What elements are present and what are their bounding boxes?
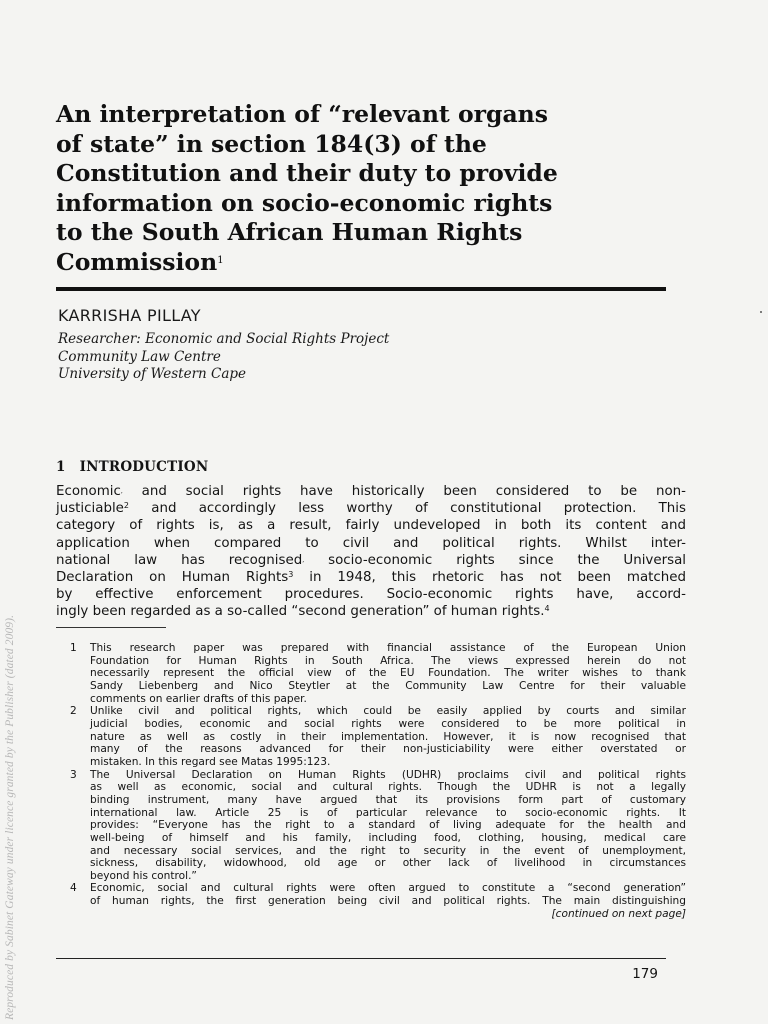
affiliation-line: Community Law Centre (58, 348, 221, 365)
paragraph-line (56, 500, 686, 517)
title-line: Constitution and their duty to provide (56, 159, 558, 187)
paragraph-line: by effective enforcement procedures. Socio-economic rights have, accord- (56, 587, 686, 603)
footnote-line: Foundation for Human Rights in South Africa. The views expressed herein do not (90, 654, 686, 667)
footnote-line: well-being of himself and his family, including food, clothing, housing, medical care (90, 831, 686, 844)
footnote-ref-3[interactable]: 3 (288, 570, 294, 580)
footnotes (56, 642, 686, 920)
author-affiliation (58, 331, 389, 384)
footnote-line: sickness, disability, widowhood, old age or other lack of livelihood in circumstances (90, 857, 686, 870)
footnote-line: Economic, social and cultural rights were often argued to constitute a “second generation” (90, 882, 686, 895)
section-number: 1 (56, 459, 66, 475)
footnote-line: and necessary social services, and the right to security in the event of unemployment, (90, 844, 686, 857)
affiliation-line: Researcher: Economic and Social Rights Project (58, 331, 390, 347)
text-run: Declaration on Human Rights (56, 570, 289, 586)
section-title: INTRODUCTION (79, 459, 209, 475)
footnote-number: 2 (70, 705, 77, 718)
footnote-number: 3 (70, 768, 77, 781)
footnote-line: of human rights, the first generation being civil and political rights. The main distinguishing (90, 895, 686, 908)
text-run: and social rights have historically been considered to be non- (122, 484, 686, 499)
paragraph-line (56, 569, 686, 586)
text-run: socio-economic rights since the Universal (304, 552, 686, 568)
footnote-line: Sandy Liebenberg and Nico Steytler at the Community Law Centre for their valuable (90, 679, 686, 692)
continued-note: [continued on next page] (551, 907, 686, 920)
text-run: and accordingly less worthy of constitutional protection. This (129, 501, 686, 517)
footnote-line: international law. Article 25 is of particular relevance to socio-economic rights. It (90, 806, 686, 819)
footnote-line: many of the reasons advanced for their non-justiciability were either overstated or (90, 743, 686, 756)
footnote-1 (56, 642, 686, 705)
paragraph-line: category of rights is, as a result, fairly undeveloped in both its content and (56, 518, 686, 534)
paragraph-line: national law has recognised, socio-economic rights since the Universal (56, 552, 686, 568)
text-run: in 1948, this rhetoric has not been matched (293, 570, 686, 586)
footnote-line: as well as economic, social and cultural rights. Though the UDHR is not a legally (90, 781, 686, 794)
page-bottom-rule (56, 958, 666, 959)
footnote-number: 1 (70, 642, 77, 654)
text-run: justiciable (56, 501, 124, 517)
footnote-3 (56, 769, 686, 883)
footnote-separator (56, 627, 166, 628)
title-line: An interpretation of “relevant organs (56, 100, 548, 128)
affiliation-line: University of Western Cape (58, 366, 247, 382)
text-run: national law has recognised (56, 552, 303, 568)
footnote-line: The Universal Declaration on Human Rights (UDHR) proclaims civil and political rights (90, 768, 686, 781)
footnote-line: binding instrument, many have argued that its provisions form part of customary (90, 793, 686, 806)
footnote-2 (56, 705, 686, 768)
title-line: of state” in section 184(3) of the (56, 129, 487, 158)
footnote-line: judicial bodies, economic and social rights were considered to be more political in (90, 717, 686, 730)
scan-speck (760, 311, 762, 313)
footnote-line: mistaken. In this regard see Matas 1995:123. (90, 755, 331, 768)
footnote-line: This research paper was prepared with financial assistance of the European Union (90, 642, 686, 654)
footnote-line: necessarily represent the official view of the EU Foundation. The writer wishes to thank (90, 667, 686, 680)
sabinet-watermark: Reproduced by Sabinet Gateway under licence granted by the Publisher (dated 2009). (4, 614, 16, 1020)
title-divider (56, 287, 666, 291)
paragraph-line (56, 603, 686, 620)
footnote-line: Unlike civil and political rights, which could be easily applied by courts and similar (90, 705, 686, 718)
article-title (56, 100, 696, 277)
text-run: ingly been regarded as a so-called “second generation” of human rights. (56, 604, 545, 620)
footnote-line: comments on earlier drafts of this paper. (90, 692, 307, 705)
footnote-ref-2[interactable]: 2 (123, 501, 129, 511)
title-line: information on socio-economic rights (56, 188, 553, 217)
footnote-line: nature as well as costly in their implementation. However, it is now recognised that (90, 730, 686, 743)
title-line: Commission (56, 247, 218, 276)
introduction-paragraph (56, 483, 686, 621)
paragraph-line: Economic, and social rights have historically been considered to be non- (56, 484, 686, 499)
footnote-4 (56, 882, 686, 920)
title-footnote-mark[interactable]: 1 (217, 254, 224, 266)
section-heading (56, 459, 208, 475)
footnote-ref-4[interactable]: 4 (544, 604, 550, 614)
page-number: 179 (632, 966, 658, 982)
title-line: to the South African Human Rights (56, 218, 523, 246)
text-run: Economic (56, 484, 121, 499)
author-name: KARRISHA PILLAY (58, 306, 201, 325)
paragraph-line: application when compared to civil and political rights. Whilst inter- (56, 535, 686, 551)
footnote-number: 4 (70, 882, 77, 895)
footnote-line: provides: “Everyone has the right to a standard of living adequate for the health and (90, 819, 686, 832)
footnote-line: beyond his control.” (90, 869, 197, 882)
